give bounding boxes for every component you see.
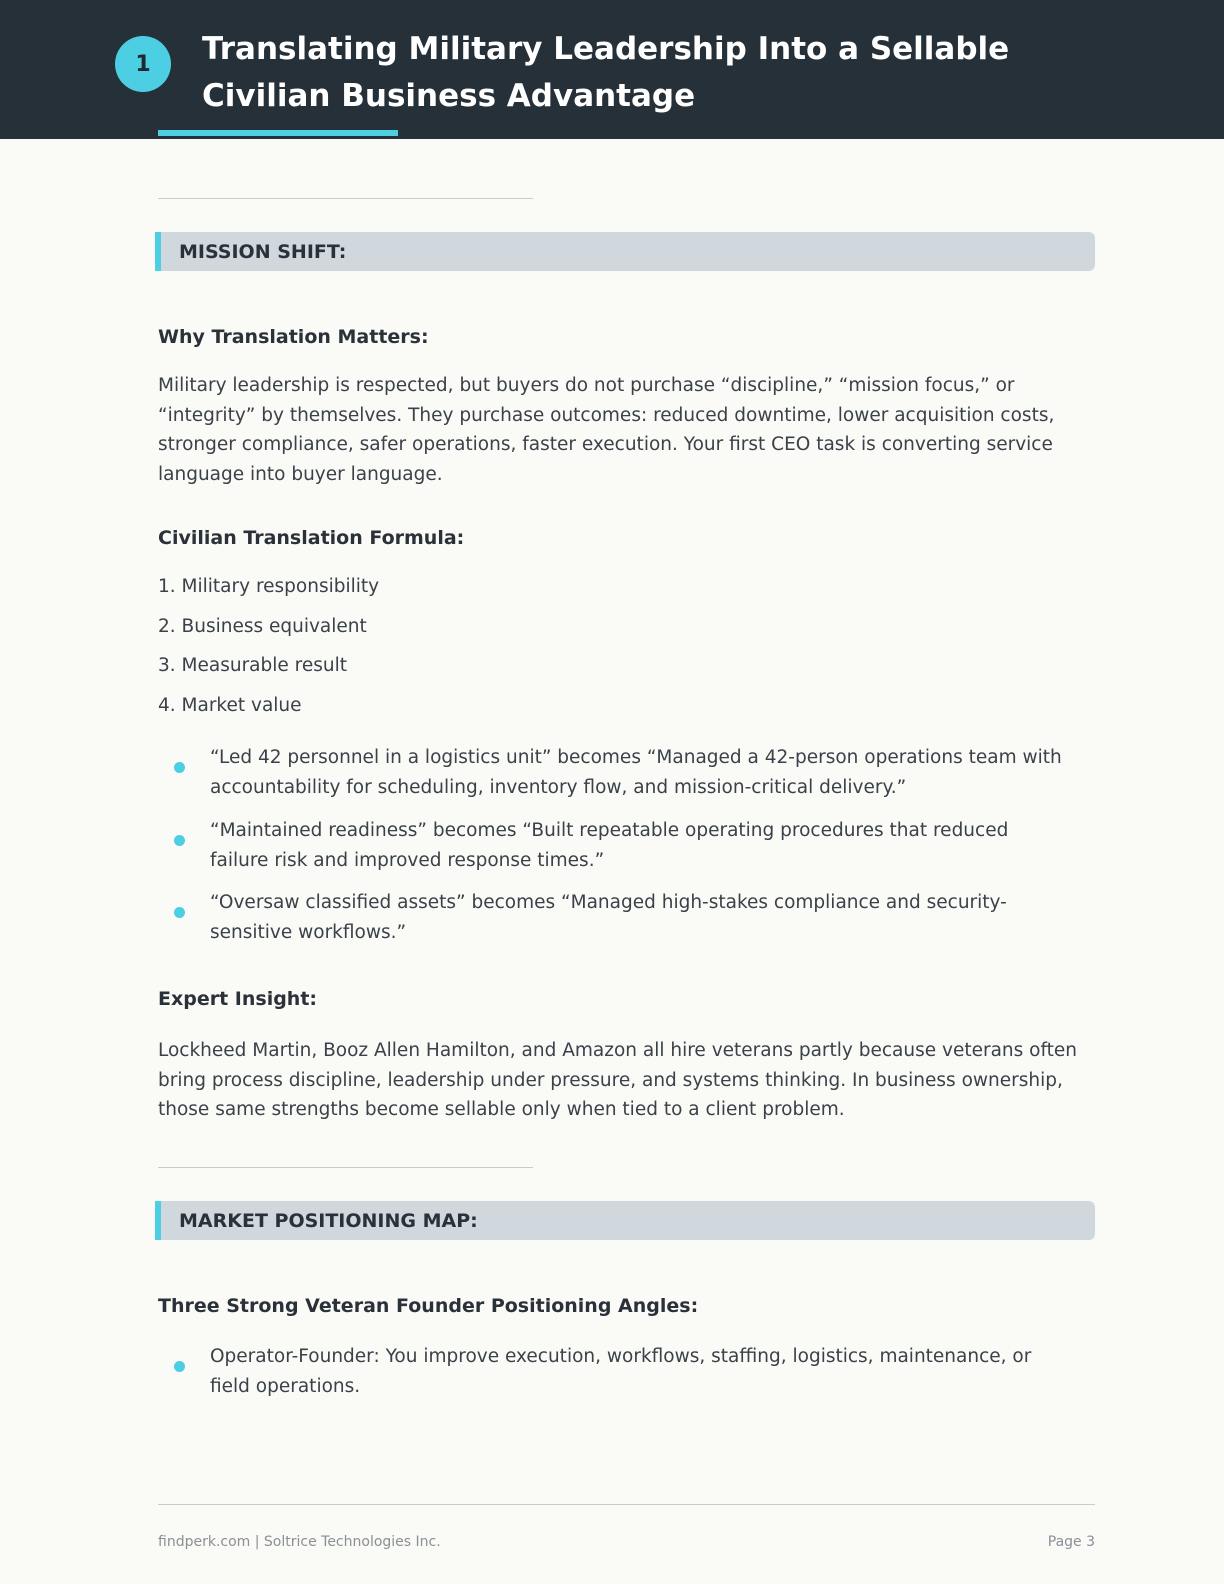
subheading-expert-insight: Expert Insight: [158,988,318,1010]
footer-divider [158,1504,1095,1505]
subheading-why-translation: Why Translation Matters: [158,326,429,348]
bullet-dot-icon [174,907,185,918]
bullet-text: “Maintained readiness” becomes “Built repeatable operating procedures that reduced failure risk and improved response times.” [210,820,1009,871]
bullet-text: “Oversaw classified assets” becomes “Managed high-stakes compliance and security-sensitive workflows.” [210,892,1007,943]
formula-step: 1. Military responsibility [158,576,380,597]
bullet-dot-icon [174,835,185,846]
chapter-number-badge: 1 [115,36,171,92]
paragraph-expert-insight: Lockheed Martin, Booz Allen Hamilton, and Amazon all hire veterans partly because veterans often bring process discipline, leadership under pressure, and systems thinking. In business ownership, those same strengths become sellable only when tied to a client problem. [158,1040,1078,1120]
title-underline [158,130,398,136]
footer-source: findperk.com | Soltrice Technologies Inc. [158,1534,441,1550]
formula-step: 2. Business equivalent [158,616,367,637]
paragraph-why-translation: Military leadership is respected, but buyers do not purchase “discipline,” “mission focus,” or “integrity” by themselves. They purchase outcomes: reduced downtime, lower acquisition costs, stronger compliance, safer operations, faster execution. Your first CEO task is converting service language into buyer language. [158,375,1055,485]
formula-step: 4. Market value [158,695,302,716]
subheading-positioning-angles: Three Strong Veteran Founder Positioning Angles: [158,1295,699,1317]
page-title: Translating Military Leadership Into a Sellable Civilian Business Advantage [202,31,1010,114]
subheading-translation-formula: Civilian Translation Formula: [158,527,465,549]
section-divider [158,198,533,199]
section-divider [158,1167,533,1168]
section-heading: MISSION SHIFT: [179,241,347,263]
section-band-mission-shift [155,232,1095,271]
formula-step: 3. Measurable result [158,655,348,676]
bullet-text: Operator-Founder: You improve execution, workflows, staffing, logistics, maintenance, or field operations. [210,1346,1032,1397]
section-band-market-positioning [155,1201,1095,1240]
bullet-dot-icon [174,1361,185,1372]
bullet-dot-icon [174,762,185,773]
page-header [0,0,1224,139]
bullet-text: “Led 42 personnel in a logistics unit” becomes “Managed a 42-person operations team with accountability for scheduling, inventory flow, and mission-critical delivery.” [210,747,1062,798]
footer-page-number: Page 3 [1047,1534,1095,1550]
section-heading: MARKET POSITIONING MAP: [179,1210,478,1232]
